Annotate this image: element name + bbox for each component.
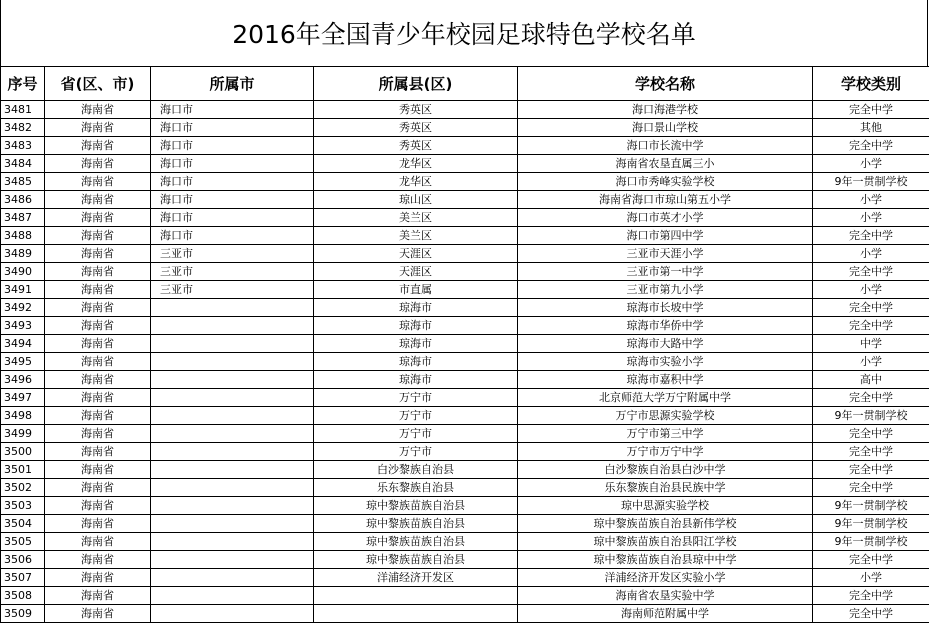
table-row bbox=[1, 155, 929, 173]
cell-type[interactable]: 小学 bbox=[813, 569, 929, 587]
table-row bbox=[1, 587, 929, 605]
cell-county[interactable]: 琼海市 bbox=[314, 371, 518, 389]
cell-school[interactable]: 琼中黎族苗族自治县琼中中学 bbox=[518, 551, 813, 569]
table-row bbox=[1, 461, 929, 479]
table-row bbox=[1, 191, 929, 209]
cell-type[interactable]: 9年一贯制学校 bbox=[813, 533, 929, 551]
cell-type[interactable]: 完全中学 bbox=[813, 299, 929, 317]
cell-county[interactable]: 美兰区 bbox=[314, 209, 518, 227]
cell-school[interactable]: 琼海市嘉积中学 bbox=[518, 371, 813, 389]
cell-type[interactable]: 中学 bbox=[813, 335, 929, 353]
cell-province[interactable]: 海南省 bbox=[45, 209, 151, 227]
cell-type[interactable]: 完全中学 bbox=[813, 263, 929, 281]
table-row bbox=[1, 281, 929, 299]
cell-type[interactable]: 完全中学 bbox=[813, 461, 929, 479]
cell-school[interactable]: 海南师范附属中学 bbox=[518, 605, 813, 623]
sheet-title: 2016年全国青少年校园足球特色学校名单 bbox=[0, 0, 928, 66]
cell-no[interactable]: 3506 bbox=[1, 551, 45, 569]
table-row bbox=[1, 245, 929, 263]
table-row bbox=[1, 479, 929, 497]
table-body bbox=[1, 101, 929, 623]
cell-school[interactable]: 琼海市实验小学 bbox=[518, 353, 813, 371]
cell-school[interactable]: 乐东黎族自治县民族中学 bbox=[518, 479, 813, 497]
cell-county[interactable]: 琼海市 bbox=[314, 335, 518, 353]
cell-school[interactable]: 海口市第四中学 bbox=[518, 227, 813, 245]
cell-type[interactable]: 完全中学 bbox=[813, 425, 929, 443]
table-row bbox=[1, 353, 929, 371]
cell-city[interactable]: 海口市 bbox=[151, 227, 314, 245]
cell-province[interactable]: 海南省 bbox=[45, 389, 151, 407]
cell-county[interactable]: 万宁市 bbox=[314, 389, 518, 407]
cell-province[interactable]: 海南省 bbox=[45, 317, 151, 335]
cell-no[interactable]: 3481 bbox=[1, 101, 45, 119]
cell-county[interactable]: 琼海市 bbox=[314, 353, 518, 371]
cell-city[interactable] bbox=[151, 443, 314, 461]
cell-city[interactable]: 海口市 bbox=[151, 191, 314, 209]
cell-type[interactable]: 9年一贯制学校 bbox=[813, 497, 929, 515]
cell-county[interactable]: 乐东黎族自治县 bbox=[314, 479, 518, 497]
table-row bbox=[1, 173, 929, 191]
cell-county[interactable]: 白沙黎族自治县 bbox=[314, 461, 518, 479]
cell-county[interactable]: 琼中黎族苗族自治县 bbox=[314, 515, 518, 533]
cell-city[interactable] bbox=[151, 515, 314, 533]
cell-county[interactable]: 美兰区 bbox=[314, 227, 518, 245]
cell-county[interactable]: 秀英区 bbox=[314, 101, 518, 119]
cell-province[interactable]: 海南省 bbox=[45, 281, 151, 299]
cell-no[interactable]: 3495 bbox=[1, 353, 45, 371]
cell-type[interactable]: 小学 bbox=[813, 191, 929, 209]
cell-county[interactable] bbox=[314, 605, 518, 623]
cell-city[interactable] bbox=[151, 587, 314, 605]
table-row bbox=[1, 425, 929, 443]
cell-city[interactable] bbox=[151, 335, 314, 353]
cell-province[interactable]: 海南省 bbox=[45, 227, 151, 245]
cell-city[interactable] bbox=[151, 407, 314, 425]
table-row bbox=[1, 317, 929, 335]
cell-province[interactable]: 海南省 bbox=[45, 299, 151, 317]
cell-type[interactable]: 小学 bbox=[813, 209, 929, 227]
cell-no[interactable]: 3491 bbox=[1, 281, 45, 299]
cell-school[interactable]: 海南省农垦直属三小 bbox=[518, 155, 813, 173]
cell-type[interactable]: 完全中学 bbox=[813, 317, 929, 335]
cell-type[interactable]: 完全中学 bbox=[813, 443, 929, 461]
cell-province[interactable]: 海南省 bbox=[45, 479, 151, 497]
cell-county[interactable]: 万宁市 bbox=[314, 443, 518, 461]
cell-province[interactable]: 海南省 bbox=[45, 443, 151, 461]
cell-no[interactable]: 3501 bbox=[1, 461, 45, 479]
cell-city[interactable]: 海口市 bbox=[151, 173, 314, 191]
cell-province[interactable]: 海南省 bbox=[45, 461, 151, 479]
table-row bbox=[1, 209, 929, 227]
cell-city[interactable]: 三亚市 bbox=[151, 281, 314, 299]
cell-city[interactable]: 海口市 bbox=[151, 119, 314, 137]
table-row bbox=[1, 263, 929, 281]
cell-county[interactable] bbox=[314, 587, 518, 605]
cell-county[interactable]: 万宁市 bbox=[314, 407, 518, 425]
cell-province[interactable]: 海南省 bbox=[45, 155, 151, 173]
cell-no[interactable]: 3483 bbox=[1, 137, 45, 155]
cell-city[interactable] bbox=[151, 569, 314, 587]
cell-type[interactable]: 小学 bbox=[813, 155, 929, 173]
cell-city[interactable] bbox=[151, 353, 314, 371]
cell-province[interactable]: 海南省 bbox=[45, 569, 151, 587]
cell-no[interactable]: 3488 bbox=[1, 227, 45, 245]
cell-province[interactable]: 海南省 bbox=[45, 407, 151, 425]
cell-school[interactable]: 琼中黎族苗族自治县新伟学校 bbox=[518, 515, 813, 533]
cell-province[interactable]: 海南省 bbox=[45, 191, 151, 209]
cell-county[interactable]: 天涯区 bbox=[314, 263, 518, 281]
header-type[interactable]: 学校类别 bbox=[813, 67, 929, 101]
cell-type[interactable]: 小学 bbox=[813, 353, 929, 371]
cell-type[interactable]: 完全中学 bbox=[813, 137, 929, 155]
cell-county[interactable]: 秀英区 bbox=[314, 137, 518, 155]
header-province[interactable]: 省(区、市) bbox=[45, 67, 151, 101]
cell-type[interactable]: 9年一贯制学校 bbox=[813, 407, 929, 425]
cell-school[interactable]: 海口市秀峰实验学校 bbox=[518, 173, 813, 191]
cell-county[interactable]: 琼中黎族苗族自治县 bbox=[314, 551, 518, 569]
cell-no[interactable]: 3505 bbox=[1, 533, 45, 551]
cell-city[interactable]: 海口市 bbox=[151, 209, 314, 227]
cell-province[interactable]: 海南省 bbox=[45, 497, 151, 515]
cell-province[interactable]: 海南省 bbox=[45, 587, 151, 605]
cell-no[interactable]: 3492 bbox=[1, 299, 45, 317]
table-row bbox=[1, 371, 929, 389]
cell-province[interactable]: 海南省 bbox=[45, 173, 151, 191]
cell-school[interactable]: 万宁市万宁中学 bbox=[518, 443, 813, 461]
cell-school[interactable]: 三亚市天涯小学 bbox=[518, 245, 813, 263]
cell-no[interactable]: 3497 bbox=[1, 389, 45, 407]
cell-province[interactable]: 海南省 bbox=[45, 515, 151, 533]
cell-county[interactable]: 天涯区 bbox=[314, 245, 518, 263]
cell-county[interactable]: 琼海市 bbox=[314, 317, 518, 335]
cell-city[interactable] bbox=[151, 551, 314, 569]
table-row bbox=[1, 137, 929, 155]
cell-province[interactable]: 海南省 bbox=[45, 353, 151, 371]
header-city[interactable]: 所属市 bbox=[151, 67, 314, 101]
cell-school[interactable]: 洋浦经济开发区实验小学 bbox=[518, 569, 813, 587]
table-row bbox=[1, 497, 929, 515]
cell-no[interactable]: 3496 bbox=[1, 371, 45, 389]
cell-school[interactable]: 万宁市第三中学 bbox=[518, 425, 813, 443]
cell-school[interactable]: 琼中思源实验学校 bbox=[518, 497, 813, 515]
cell-city[interactable] bbox=[151, 371, 314, 389]
cell-no[interactable]: 3489 bbox=[1, 245, 45, 263]
cell-no[interactable]: 3508 bbox=[1, 587, 45, 605]
cell-no[interactable]: 3490 bbox=[1, 263, 45, 281]
cell-province[interactable]: 海南省 bbox=[45, 119, 151, 137]
cell-no[interactable]: 3504 bbox=[1, 515, 45, 533]
cell-province[interactable]: 海南省 bbox=[45, 605, 151, 623]
table-row bbox=[1, 605, 929, 623]
cell-province[interactable]: 海南省 bbox=[45, 101, 151, 119]
cell-city[interactable] bbox=[151, 425, 314, 443]
cell-province[interactable]: 海南省 bbox=[45, 137, 151, 155]
cell-school[interactable]: 琼中黎族苗族自治县阳江学校 bbox=[518, 533, 813, 551]
cell-type[interactable]: 完全中学 bbox=[813, 479, 929, 497]
cell-city[interactable] bbox=[151, 461, 314, 479]
cell-county[interactable]: 琼山区 bbox=[314, 191, 518, 209]
cell-type[interactable]: 9年一贯制学校 bbox=[813, 173, 929, 191]
cell-type[interactable]: 完全中学 bbox=[813, 227, 929, 245]
cell-county[interactable]: 龙华区 bbox=[314, 173, 518, 191]
table-row bbox=[1, 227, 929, 245]
table-row bbox=[1, 299, 929, 317]
table-row bbox=[1, 515, 929, 533]
cell-school[interactable]: 海口海港学校 bbox=[518, 101, 813, 119]
cell-city[interactable]: 海口市 bbox=[151, 101, 314, 119]
cell-city[interactable]: 海口市 bbox=[151, 155, 314, 173]
table-row bbox=[1, 335, 929, 353]
cell-school[interactable]: 海口景山学校 bbox=[518, 119, 813, 137]
cell-school[interactable]: 琼海市大路中学 bbox=[518, 335, 813, 353]
cell-city[interactable] bbox=[151, 299, 314, 317]
cell-type[interactable]: 其他 bbox=[813, 119, 929, 137]
cell-type[interactable]: 完全中学 bbox=[813, 389, 929, 407]
cell-county[interactable]: 秀英区 bbox=[314, 119, 518, 137]
table-row bbox=[1, 443, 929, 461]
cell-no[interactable]: 3499 bbox=[1, 425, 45, 443]
cell-school[interactable]: 琼海市长坡中学 bbox=[518, 299, 813, 317]
cell-type[interactable]: 完全中学 bbox=[813, 551, 929, 569]
table-row bbox=[1, 569, 929, 587]
cell-no[interactable]: 3509 bbox=[1, 605, 45, 623]
cell-city[interactable]: 三亚市 bbox=[151, 245, 314, 263]
cell-school[interactable]: 海口市长流中学 bbox=[518, 137, 813, 155]
header-school[interactable]: 学校名称 bbox=[518, 67, 813, 101]
cell-province[interactable]: 海南省 bbox=[45, 425, 151, 443]
cell-no[interactable]: 3494 bbox=[1, 335, 45, 353]
cell-city[interactable]: 海口市 bbox=[151, 137, 314, 155]
cell-no[interactable]: 3493 bbox=[1, 317, 45, 335]
cell-city[interactable] bbox=[151, 497, 314, 515]
header-no[interactable]: 序号 bbox=[1, 67, 45, 101]
table-row bbox=[1, 119, 929, 137]
cell-province[interactable]: 海南省 bbox=[45, 371, 151, 389]
cell-type[interactable]: 完全中学 bbox=[813, 587, 929, 605]
cell-school[interactable]: 三亚市第一中学 bbox=[518, 263, 813, 281]
cell-type[interactable]: 高中 bbox=[813, 371, 929, 389]
table-header-row bbox=[1, 67, 929, 101]
cell-no[interactable]: 3484 bbox=[1, 155, 45, 173]
cell-no[interactable]: 3502 bbox=[1, 479, 45, 497]
cell-city[interactable] bbox=[151, 317, 314, 335]
cell-no[interactable]: 3482 bbox=[1, 119, 45, 137]
table-row bbox=[1, 551, 929, 569]
cell-province[interactable]: 海南省 bbox=[45, 245, 151, 263]
cell-no[interactable]: 3503 bbox=[1, 497, 45, 515]
table-row bbox=[1, 533, 929, 551]
cell-county[interactable]: 琼海市 bbox=[314, 299, 518, 317]
cell-no[interactable]: 3500 bbox=[1, 443, 45, 461]
cell-province[interactable]: 海南省 bbox=[45, 533, 151, 551]
cell-city[interactable] bbox=[151, 389, 314, 407]
cell-no[interactable]: 3486 bbox=[1, 191, 45, 209]
cell-school[interactable]: 琼海市华侨中学 bbox=[518, 317, 813, 335]
cell-school[interactable]: 海南省海口市琼山第五小学 bbox=[518, 191, 813, 209]
cell-type[interactable]: 9年一贯制学校 bbox=[813, 515, 929, 533]
table-row bbox=[1, 101, 929, 119]
cell-school[interactable]: 白沙黎族自治县白沙中学 bbox=[518, 461, 813, 479]
cell-county[interactable]: 万宁市 bbox=[314, 425, 518, 443]
cell-school[interactable]: 三亚市第九小学 bbox=[518, 281, 813, 299]
cell-no[interactable]: 3507 bbox=[1, 569, 45, 587]
table-row bbox=[1, 389, 929, 407]
cell-school[interactable]: 北京师范大学万宁附属中学 bbox=[518, 389, 813, 407]
cell-city[interactable]: 三亚市 bbox=[151, 263, 314, 281]
cell-county[interactable]: 龙华区 bbox=[314, 155, 518, 173]
cell-city[interactable] bbox=[151, 533, 314, 551]
cell-city[interactable] bbox=[151, 479, 314, 497]
cell-type[interactable]: 完全中学 bbox=[813, 605, 929, 623]
cell-type[interactable]: 完全中学 bbox=[813, 101, 929, 119]
cell-no[interactable]: 3498 bbox=[1, 407, 45, 425]
cell-province[interactable]: 海南省 bbox=[45, 335, 151, 353]
cell-county[interactable]: 市直属 bbox=[314, 281, 518, 299]
cell-county[interactable]: 琼中黎族苗族自治县 bbox=[314, 533, 518, 551]
table-row bbox=[1, 407, 929, 425]
cell-type[interactable]: 小学 bbox=[813, 245, 929, 263]
cell-province[interactable]: 海南省 bbox=[45, 263, 151, 281]
cell-school[interactable]: 海口市英才小学 bbox=[518, 209, 813, 227]
cell-city[interactable] bbox=[151, 605, 314, 623]
cell-province[interactable]: 海南省 bbox=[45, 551, 151, 569]
cell-no[interactable]: 3487 bbox=[1, 209, 45, 227]
cell-county[interactable]: 琼中黎族苗族自治县 bbox=[314, 497, 518, 515]
school-list-table bbox=[0, 66, 929, 623]
cell-school[interactable]: 海南省农垦实验中学 bbox=[518, 587, 813, 605]
cell-type[interactable]: 小学 bbox=[813, 281, 929, 299]
cell-school[interactable]: 万宁市思源实验学校 bbox=[518, 407, 813, 425]
cell-county[interactable]: 洋浦经济开发区 bbox=[314, 569, 518, 587]
cell-no[interactable]: 3485 bbox=[1, 173, 45, 191]
header-county[interactable]: 所属县(区) bbox=[314, 67, 518, 101]
